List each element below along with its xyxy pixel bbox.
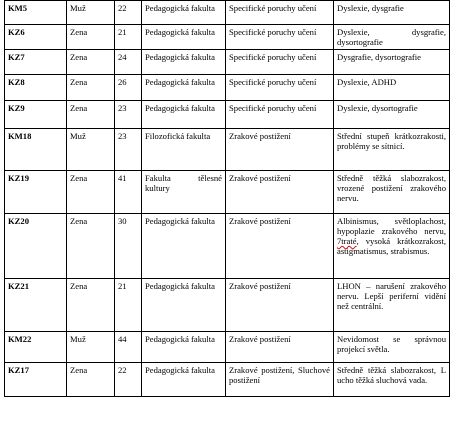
table-body	[5, 1, 450, 397]
faculty-cell: Pedagogická fakulta	[142, 75, 226, 101]
diagnosis-cell: Specifické poruchy učení	[226, 50, 334, 75]
gender-cell: Zena	[67, 214, 115, 279]
table-row	[5, 1, 450, 25]
table-row	[5, 25, 450, 50]
faculty-cell: Pedagogická fakulta	[142, 101, 226, 129]
gender-cell: Zena	[67, 50, 115, 75]
details-cell: Středně těžká slabozrakost, vrozené postižení zrakového nervu.	[334, 171, 450, 214]
age-cell: 23	[115, 129, 142, 171]
details-text: Albinismus, světloplachost, hypoplazie zrakového nervu,	[337, 216, 446, 236]
details-cell: Středně těžká slabozrakost, L ucho těžká sluchová vada.	[334, 363, 450, 397]
age-cell: 22	[115, 1, 142, 25]
details-cell: Dyslexie, dysgrafie, dysortografie	[334, 25, 450, 50]
details-cell: Dyslexie, ADHD	[334, 75, 450, 101]
gender-cell: Muž	[67, 332, 115, 363]
details-cell: Střední stupeň krátkozrakosti, problémy se sítnicí.	[334, 129, 450, 171]
table-row	[5, 363, 450, 397]
gender-cell: Zena	[67, 25, 115, 50]
diagnosis-cell: Zrakové postižení	[226, 129, 334, 171]
diagnosis-cell: Zrakové postižení, Sluchové postižení	[226, 363, 334, 397]
gender-cell: Zena	[67, 75, 115, 101]
participant-code: KZ17	[5, 363, 67, 397]
diagnosis-cell: Specifické poruchy učení	[226, 75, 334, 101]
diagnosis-cell: Specifické poruchy učení	[226, 101, 334, 129]
gender-cell: Muž	[67, 129, 115, 171]
details-cell: LHON – narušení zrakového nervu. Lepší periferní vidění než centrální.	[334, 279, 450, 332]
age-cell: 30	[115, 214, 142, 279]
details-cell: Dysgrafie, dysortografie	[334, 50, 450, 75]
participant-code: KZ20	[5, 214, 67, 279]
age-cell: 21	[115, 279, 142, 332]
participant-code: KM5	[5, 1, 67, 25]
participant-code: KZ6	[5, 25, 67, 50]
details-cell: Dyslexie, dysortografie	[334, 101, 450, 129]
table-row	[5, 332, 450, 363]
table-row	[5, 50, 450, 75]
spell-flagged-word: 7traté	[337, 236, 357, 246]
table-row	[5, 129, 450, 171]
age-cell: 41	[115, 171, 142, 214]
diagnosis-cell: Specifické poruchy učení	[226, 25, 334, 50]
faculty-cell: Pedagogická fakulta	[142, 50, 226, 75]
participants-table	[4, 0, 450, 397]
age-cell: 24	[115, 50, 142, 75]
details-cell: Dyslexie, dysgrafie	[334, 1, 450, 25]
details-cell	[334, 214, 450, 279]
gender-cell: Zena	[67, 279, 115, 332]
participant-code: KM18	[5, 129, 67, 171]
gender-cell: Muž	[67, 1, 115, 25]
faculty-cell: Pedagogická fakulta	[142, 332, 226, 363]
participant-code: KZ19	[5, 171, 67, 214]
participant-code: KZ21	[5, 279, 67, 332]
faculty-cell: Pedagogická fakulta	[142, 214, 226, 279]
table-row	[5, 171, 450, 214]
age-cell: 26	[115, 75, 142, 101]
faculty-cell: Pedagogická fakulta	[142, 1, 226, 25]
participant-code: KZ8	[5, 75, 67, 101]
participant-code: KZ9	[5, 101, 67, 129]
diagnosis-cell: Zrakové postižení	[226, 171, 334, 214]
age-cell: 44	[115, 332, 142, 363]
diagnosis-cell: Zrakové postižení	[226, 279, 334, 332]
faculty-cell: Pedagogická fakulta	[142, 279, 226, 332]
table-row	[5, 279, 450, 332]
age-cell: 21	[115, 25, 142, 50]
diagnosis-cell: Zrakové postižení	[226, 332, 334, 363]
age-cell: 23	[115, 101, 142, 129]
diagnosis-cell: Zrakové postižení	[226, 214, 334, 279]
details-text: , vysoká krátkozrakost, astigmatismus, strabismus.	[337, 236, 446, 256]
diagnosis-cell: Specifické poruchy učení	[226, 1, 334, 25]
gender-cell: Zena	[67, 101, 115, 129]
faculty-cell: Pedagogická fakulta	[142, 25, 226, 50]
faculty-cell: Filozofická fakulta	[142, 129, 226, 171]
table-row	[5, 214, 450, 279]
table-row	[5, 101, 450, 129]
faculty-cell: Pedagogická fakulta	[142, 363, 226, 397]
participant-code: KM22	[5, 332, 67, 363]
table-row	[5, 75, 450, 101]
gender-cell: Zena	[67, 171, 115, 214]
details-cell: Nevidomost se správnou projekcí světla.	[334, 332, 450, 363]
age-cell: 22	[115, 363, 142, 397]
gender-cell: Zena	[67, 363, 115, 397]
participant-code: KZ7	[5, 50, 67, 75]
faculty-cell: Fakulta tělesné kultury	[142, 171, 226, 214]
